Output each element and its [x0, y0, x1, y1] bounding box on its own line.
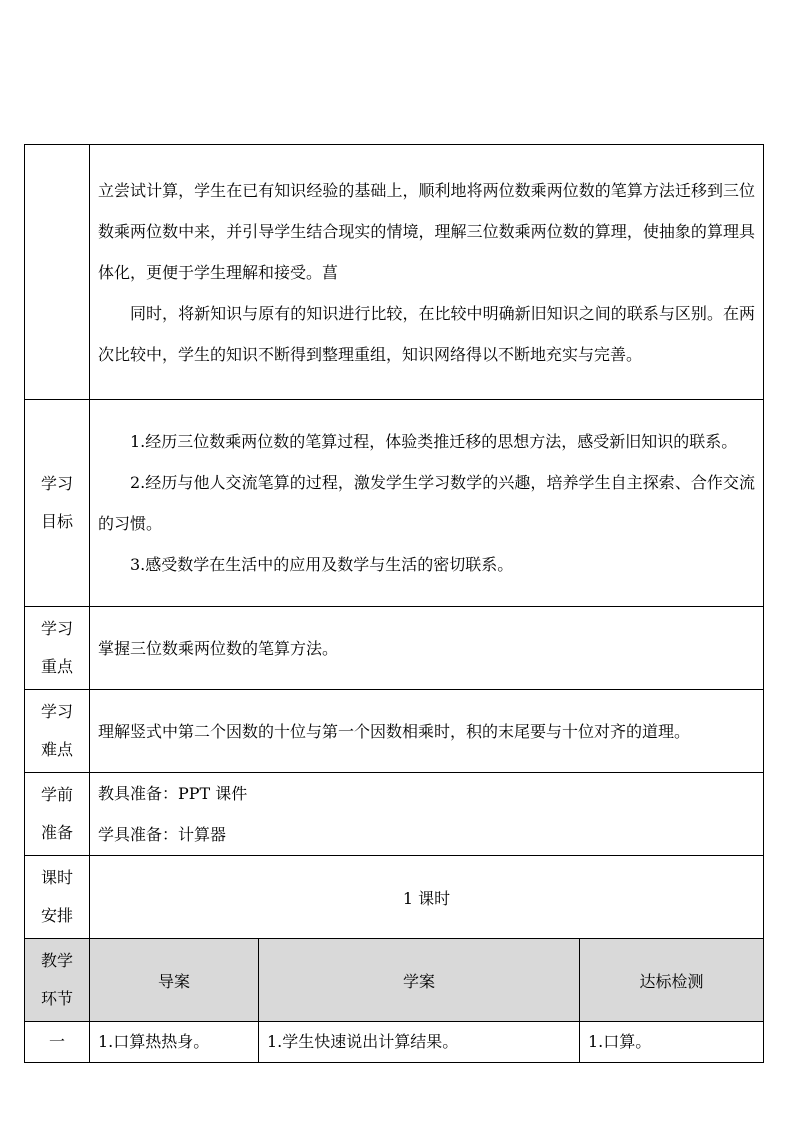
teacher-preparation-text: 教具准备：PPT 课件 [98, 784, 248, 803]
difficulty-label-line1: 学习 [40, 702, 73, 721]
preparation-label-line1: 学前 [40, 785, 73, 804]
assessment-cell: 1.口算。 [580, 1022, 764, 1063]
teaching-step-header-line2: 环节 [40, 989, 73, 1008]
learning-goals-content [90, 400, 764, 607]
key-points-row [25, 607, 764, 690]
student-preparation-text: 学具准备：计算器 [98, 825, 227, 844]
intro-label-cell [25, 145, 90, 400]
key-points-label-line1: 学习 [40, 619, 73, 638]
schedule-value: 1 课时 [90, 856, 764, 939]
difficulty-text: 理解竖式中第二个因数的十位与第一个因数相乘时，积的末尾要与十位对齐的道理。 [98, 721, 691, 741]
preparation-label-line2: 准备 [40, 823, 73, 842]
schedule-row [25, 856, 764, 939]
preparation-content [90, 773, 764, 856]
teaching-table-header-row [25, 939, 764, 1022]
teaching-step-row [25, 1022, 764, 1063]
intro-paragraph-2: 同时，将新知识与原有的知识进行比较，在比较中明确新旧知识之间的联系与区别。在两次比较中，学生的知识不断得到整理重组，知识网络得以不断地充实与完善。 [98, 303, 756, 364]
difficulty-label [25, 690, 90, 773]
study-plan-cell: 1.学生快速说出计算结果。 [259, 1022, 580, 1063]
difficulty-label-line2: 难点 [40, 740, 73, 759]
key-points-content [90, 607, 764, 690]
learning-goals-label [25, 400, 90, 607]
learning-goals-label-line2: 目标 [40, 512, 73, 531]
guide-plan-header: 导案 [90, 939, 259, 1022]
difficulty-content [90, 690, 764, 773]
key-points-label-line2: 重点 [40, 657, 73, 676]
intro-paragraph-1: 立尝试计算，学生在已有知识经验的基础上，顺利地将两位数乘两位数的笔算方法迁移到三位数乘两位数中来，并引导学生结合现实的情境，理解三位数乘两位数的算理，使抽象的算理具体化，更便于学生理解和接受。菖 [98, 180, 756, 282]
guide-plan-cell: 1.口算热热身。 [90, 1022, 259, 1063]
schedule-label [25, 856, 90, 939]
lesson-plan-table [24, 144, 764, 1063]
study-plan-header: 学案 [259, 939, 580, 1022]
learning-goals-row [25, 400, 764, 607]
learning-goal-item: 1.经历三位数乘两位数的笔算过程，体验类推迁移的思想方法，感受新旧知识的联系。 [130, 432, 738, 451]
schedule-label-line2: 安排 [40, 906, 73, 925]
schedule-label-line1: 课时 [40, 868, 73, 887]
teaching-step-number: 一 [25, 1022, 90, 1063]
preparation-row [25, 773, 764, 856]
learning-goal-item: 3.感受数学在生活中的应用及数学与生活的密切联系。 [130, 555, 514, 574]
preparation-label [25, 773, 90, 856]
assessment-header: 达标检测 [580, 939, 764, 1022]
intro-row [25, 145, 764, 400]
learning-goal-item: 2.经历与他人交流笔算的过程，激发学生学习数学的兴趣，培养学生自主探索、合作交流的习惯。 [98, 473, 756, 533]
learning-goals-label-line1: 学习 [40, 474, 73, 493]
key-points-label [25, 607, 90, 690]
intro-content-cell [90, 145, 764, 400]
key-points-text: 掌握三位数乘两位数的笔算方法。 [98, 638, 339, 658]
difficulty-row [25, 690, 764, 773]
teaching-step-header-line1: 教学 [40, 951, 73, 970]
teaching-step-header [25, 939, 90, 1022]
